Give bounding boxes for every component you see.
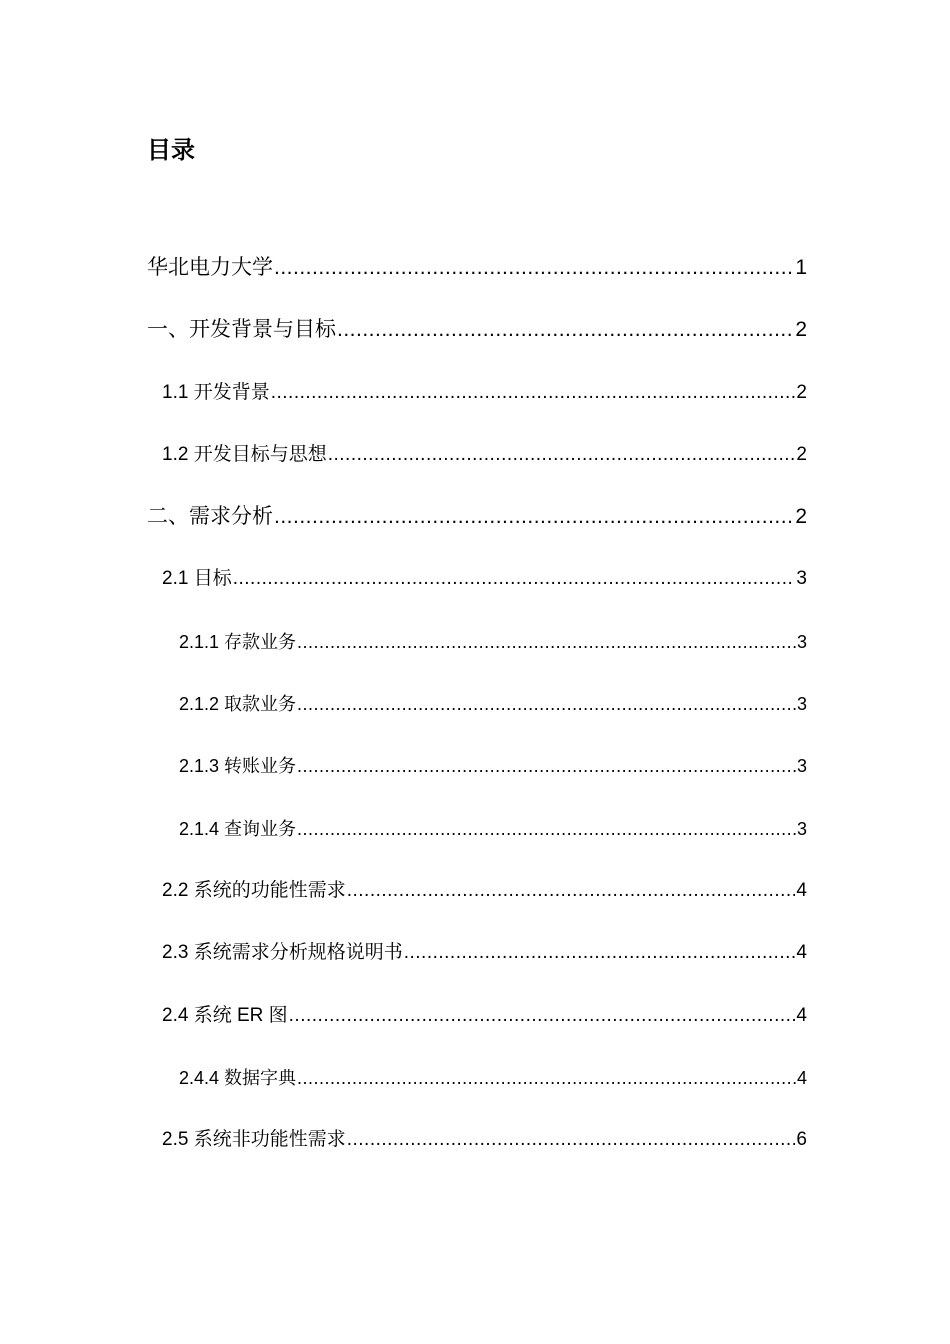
toc-entry[interactable] xyxy=(147,312,807,374)
table-of-contents xyxy=(147,250,807,1184)
toc-entry-title: 一、开发背景与目标 xyxy=(147,318,336,342)
toc-entry-title: 2.1.1 存款业务 xyxy=(179,631,297,652)
toc-entry[interactable] xyxy=(147,375,807,437)
toc-dot-leader xyxy=(274,499,794,535)
toc-dot-leader xyxy=(289,998,796,1034)
toc-dot-leader xyxy=(297,624,796,660)
toc-entry[interactable] xyxy=(147,250,807,312)
toc-entry-title: 1.2 开发目标与思想 xyxy=(162,443,327,465)
toc-entry[interactable] xyxy=(147,935,807,997)
toc-entry[interactable] xyxy=(147,624,807,686)
toc-dot-leader xyxy=(337,312,794,348)
toc-page-number: 3 xyxy=(796,756,807,777)
toc-page-number: 4 xyxy=(796,942,807,964)
toc-entry-title: 2.1.2 取款业务 xyxy=(179,694,297,715)
toc-entry[interactable] xyxy=(147,437,807,499)
toc-entry[interactable] xyxy=(147,873,807,935)
toc-entry[interactable] xyxy=(147,998,807,1060)
toc-entry[interactable] xyxy=(147,748,807,810)
toc-entry[interactable] xyxy=(147,811,807,873)
toc-entry[interactable] xyxy=(147,1060,807,1122)
toc-dot-leader xyxy=(274,250,794,286)
toc-entry-title: 二、需求分析 xyxy=(147,505,273,529)
toc-page-number: 4 xyxy=(796,1067,807,1088)
toc-page-number: 3 xyxy=(796,631,807,652)
toc-dot-leader xyxy=(297,748,796,784)
toc-dot-leader xyxy=(297,811,796,847)
toc-page-number: 2 xyxy=(795,318,807,342)
toc-entry-title: 2.2 系统的功能性需求 xyxy=(162,879,346,901)
toc-page-number: 6 xyxy=(796,1129,807,1151)
toc-page-number: 4 xyxy=(796,879,807,901)
toc-entry-title: 2.1.3 转账业务 xyxy=(179,756,297,777)
toc-page-number: 2 xyxy=(795,505,807,529)
toc-dot-leader xyxy=(297,686,796,722)
toc-dot-leader xyxy=(347,1122,796,1158)
toc-dot-leader xyxy=(271,375,796,411)
toc-page-number: 2 xyxy=(796,443,807,465)
toc-heading: 目录 xyxy=(147,137,195,164)
toc-entry-title: 2.4.4 数据字典 xyxy=(179,1067,297,1088)
toc-dot-leader xyxy=(328,437,796,473)
toc-page-number: 3 xyxy=(796,694,807,715)
toc-page-number: 3 xyxy=(796,568,807,590)
toc-entry-title: 2.1 目标 xyxy=(162,568,232,590)
toc-entry-title: 2.5 系统非功能性需求 xyxy=(162,1129,346,1151)
toc-entry[interactable] xyxy=(147,499,807,561)
toc-page-number: 1 xyxy=(795,256,807,279)
toc-entry-title: 2.1.4 查询业务 xyxy=(179,818,297,839)
toc-entry[interactable] xyxy=(147,1122,807,1184)
toc-dot-leader xyxy=(233,561,796,597)
toc-entry[interactable] xyxy=(147,686,807,748)
toc-page-number: 4 xyxy=(796,1004,807,1026)
toc-entry-title: 2.3 系统需求分析规格说明书 xyxy=(162,942,403,964)
toc-entry-title: 2.4 系统 ER 图 xyxy=(162,1004,288,1026)
toc-dot-leader xyxy=(297,1060,796,1096)
toc-dot-leader xyxy=(404,935,796,971)
toc-page-number: 3 xyxy=(796,818,807,839)
toc-page-number: 2 xyxy=(796,381,807,403)
toc-entry[interactable] xyxy=(147,561,807,623)
toc-dot-leader xyxy=(347,873,796,909)
toc-entry-title: 1.1 开发背景 xyxy=(162,381,270,403)
toc-entry-title: 华北电力大学 xyxy=(147,256,273,279)
